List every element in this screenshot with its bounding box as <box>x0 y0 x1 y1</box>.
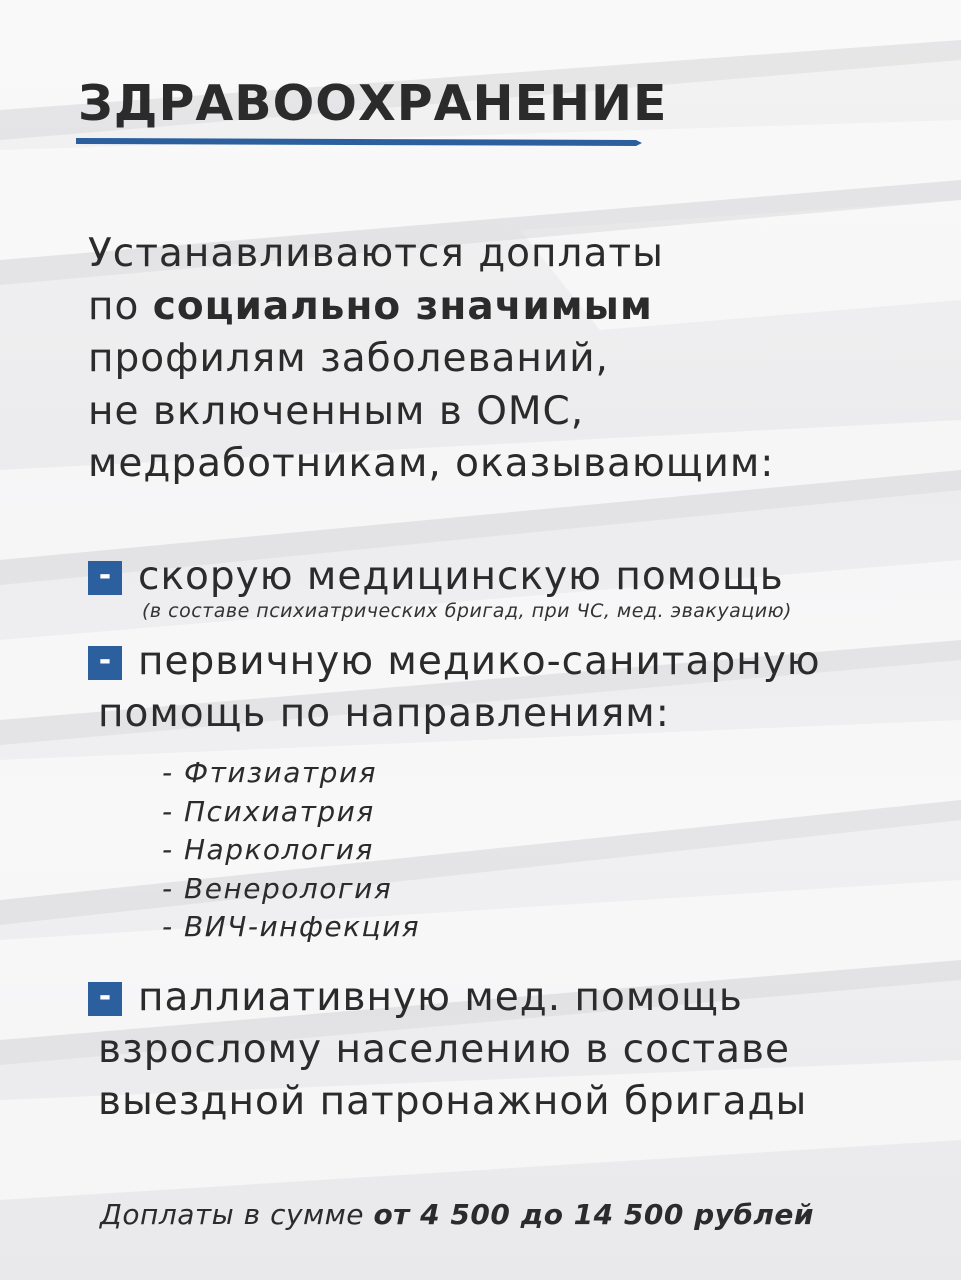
bullet-note: (в составе психиатрических бригад, при ЧС, мед. эвакуацию) <box>142 600 792 622</box>
bullet-primary-care <box>88 636 821 740</box>
footer-prefix: Доплаты в сумме <box>100 1198 374 1231</box>
list-item: - Венерология <box>162 871 393 905</box>
intro-paragraph <box>88 228 774 491</box>
list-item: - Фтизиатрия <box>162 756 377 789</box>
specialty-list <box>162 754 420 947</box>
intro-line: Устанавливаются доплаты <box>88 231 664 276</box>
bullet-text: первичную медико-санитарную <box>138 639 821 684</box>
list-item: - Наркология <box>162 833 374 866</box>
bullet-marker: - <box>88 561 122 595</box>
intro-line: не включенным в ОМС, <box>88 388 585 434</box>
title-underline <box>76 138 642 146</box>
footer-amount-range: от 4 500 до 14 500 рублей <box>373 1198 815 1231</box>
bullet-continuation: помощь по направлениям: <box>98 691 670 736</box>
intro-highlight: социально значимым <box>152 283 653 329</box>
bullet-text: скорую медицинскую помощь <box>138 554 784 599</box>
list-item: - Психиатрия <box>162 794 375 828</box>
intro-line-prefix: по <box>88 283 153 329</box>
bullet-text: паллиативную мед. помощь <box>138 975 743 1020</box>
bullet-marker: - <box>88 646 122 680</box>
list-item: - ВИЧ-инфекция <box>162 910 421 943</box>
bullet-emergency-care <box>88 551 784 603</box>
bullet-palliative-care <box>88 972 807 1128</box>
intro-line <box>88 281 774 334</box>
bullet-continuation: взрослому населению в составе <box>98 1027 791 1072</box>
intro-line: профилям заболеваний, <box>88 336 609 381</box>
footer-amount <box>100 1198 814 1231</box>
bullet-marker: - <box>88 982 122 1016</box>
intro-line: медработникам, оказывающим: <box>88 441 775 486</box>
page-title: ЗДРАВООХРАНЕНИЕ <box>78 75 668 132</box>
bullet-continuation: выездной патронажной бригады <box>98 1079 808 1124</box>
